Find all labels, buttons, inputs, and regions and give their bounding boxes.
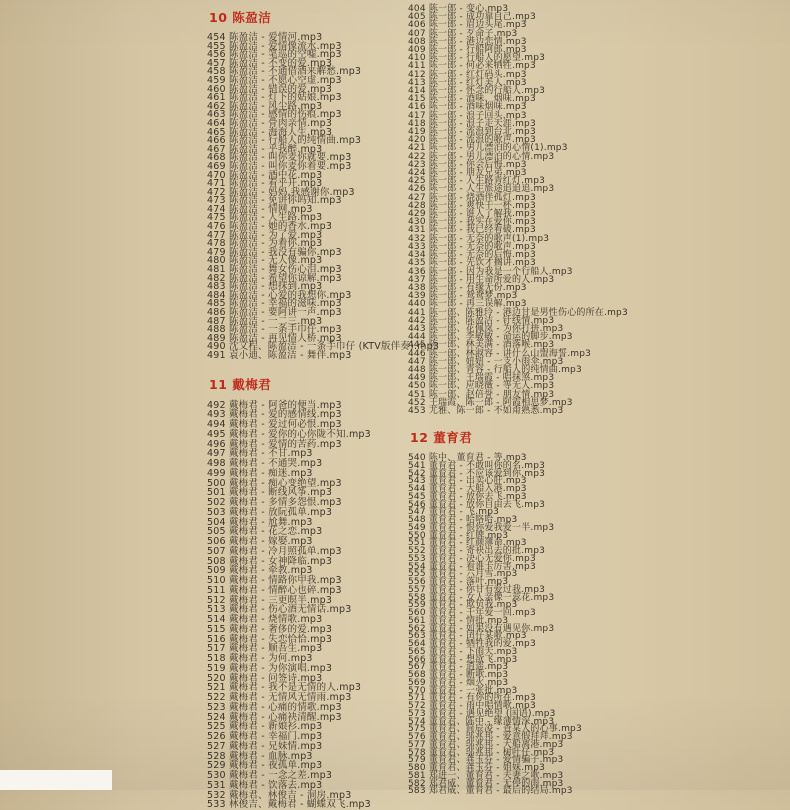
- song-row: 408 陈一郎 - 港边恋情.mp3: [408, 36, 527, 47]
- song-row: 438 陈一郎 - 有缘无份.mp3: [408, 282, 527, 293]
- song-row: 457 陈盈洁 - 不变的爱.mp3: [207, 57, 333, 69]
- song-list-section: [207, 401, 407, 810]
- song-row: 582 郑君威、董育君 - 无停的雨.mp3: [408, 778, 564, 789]
- song-row: 470 陈盈洁 - 酒中花.mp3: [207, 169, 323, 181]
- song-row: 421 陈一郎 - 男儿漂泊的心情(1).mp3: [408, 143, 568, 154]
- song-row: 571 董育君 - 有你的所在.mp3: [408, 693, 536, 704]
- song-row: 575 董育君、简辰凌 - 查某人的心事.mp3: [408, 724, 582, 735]
- song-row: 554 董育君 - 看谁卡厉害.mp3: [408, 561, 536, 572]
- song-row: 529 戴梅君 - 夜孤单.mp3: [207, 760, 323, 772]
- song-row: 545 董育君 - 放你去飞.mp3: [408, 491, 527, 502]
- song-row: 454 陈盈洁 - 爱情河.mp3: [207, 32, 323, 43]
- song-row: 551 董育君 - 红颜薄命.mp3: [408, 538, 527, 549]
- song-row: 459 陈盈洁 - 不愿心空虚.mp3: [207, 74, 342, 86]
- song-row: 462 陈盈洁 - 风尘路.mp3: [207, 100, 323, 112]
- song-row: 498 戴梅君 - 不通哭.mp3: [207, 458, 323, 470]
- song-row: 415 陈一郎 - 酒味、烟味.mp3: [408, 94, 536, 105]
- song-row: 436 陈一郎 - 因为我是一个行船人.mp3: [408, 266, 573, 277]
- song-row: 483 陈盈洁 - 想抹到.mp3: [207, 281, 323, 293]
- song-row: 507 戴梅君 - 冷月照孤单.mp3: [207, 545, 342, 557]
- song-row: 502 戴梅君 - 多情多怨恨.mp3: [207, 497, 342, 509]
- song-row: 513 戴梅君 - 伤心酒无情话.mp3: [207, 604, 352, 616]
- song-row: 422 陈一郎 - 男儿漂泊的心情.mp3: [408, 151, 555, 162]
- song-row: 481 陈盈洁 - 舞女伤心泪.mp3: [207, 264, 342, 276]
- song-row: 531 戴梅君 - 饮落去.mp3: [207, 779, 323, 791]
- song-row: 433 陈一郎 - 无奈的歌声.mp3: [408, 241, 536, 252]
- song-row: 409 陈一郎 - 行船阿郎.mp3: [408, 45, 527, 56]
- song-row: 565 董育君 - 下雨天.mp3: [408, 646, 518, 657]
- song-row: 448 陈一郎、青容 - 行船人的纯情曲.mp3: [408, 364, 582, 375]
- song-row: 576 董育君、邬兆邦 - 爱意假拜拜.mp3: [408, 732, 573, 743]
- song-row: 451 陈一郎、赵倍誉 - 朋友情.mp3: [408, 389, 555, 400]
- song-list-section: [408, 455, 643, 796]
- song-row: 464 陈盈洁 - 骨肉亲情.mp3: [207, 117, 333, 129]
- song-row: 434 陈一郎 - 无奈的后悔.mp3: [408, 250, 536, 261]
- song-row: 572 董育君 - 雨中唱情歌.mp3: [408, 701, 536, 712]
- song-row: 466 陈盈洁 - 行船人的纯情曲.mp3: [207, 135, 362, 147]
- song-row: 427 陈一郎 - 烧酒伴孤灯.mp3: [408, 192, 536, 203]
- song-row: 548 董育君 - 哈咯哈.mp3: [408, 515, 518, 526]
- song-row: 416 陈一郎 - 酒味烟味.mp3: [408, 102, 527, 113]
- song-row: 506 戴梅君 - 嫁娶.mp3: [207, 536, 313, 548]
- song-row: 511 戴梅君 - 情醉心也碎.mp3: [207, 584, 342, 596]
- song-row: 489 陈盈洁 - 再见情人桥.mp3: [207, 332, 342, 344]
- song-row: 566 董育君 - 想欲飞.mp3: [408, 654, 518, 665]
- song-row: 525 戴梅君 - 新娘衫.mp3: [207, 721, 323, 733]
- song-row: 528 戴梅君 - 血脉.mp3: [207, 750, 313, 762]
- scan-page-white-edge: [0, 770, 112, 790]
- song-row: 526 戴梅君 - 幸福门.mp3: [207, 731, 323, 743]
- song-row: 486 陈盈洁 - 要阿讲一声.mp3: [207, 307, 342, 318]
- song-row: 417 陈一郎 - 浪子回头.mp3: [408, 110, 527, 121]
- song-row: 431 陈一郎 - 我已经看破.mp3: [408, 225, 536, 236]
- song-row: 476 陈盈洁 - 她的香水.mp3: [207, 221, 333, 233]
- song-row: 413 陈一郎 - 红灯美人.mp3: [408, 77, 527, 88]
- song-row: 568 董育君 - 断歌.mp3: [408, 670, 509, 681]
- song-row: 541 董育君 - 不敢叫你的名.mp3: [408, 460, 546, 471]
- song-row: 521 戴梅君 - 我不是无情的人.mp3: [207, 682, 362, 694]
- song-row: 495 戴梅君 - 爱你的心你陇不知.mp3: [207, 428, 371, 440]
- song-row: 455 陈盈洁 - 爱情像流水.mp3: [207, 40, 342, 52]
- song-row: 478 陈盈洁 - 为着你.mp3: [207, 238, 323, 250]
- song-row: 499 戴梅君 - 痴迷.mp3: [207, 467, 313, 479]
- song-row: 569 董育君 - 烟火.mp3: [408, 677, 509, 688]
- song-row: 503 戴梅君 - 放阮孤单.mp3: [207, 506, 333, 518]
- song-row: 458 陈盈洁 - 不通借酒来解愁.mp3: [207, 66, 362, 78]
- song-row: 442 陈一郎、陈盈洁 - 针线情.mp3: [408, 315, 555, 326]
- song-row: 581 郑进一、董育君 - 夫妻之歌.mp3: [408, 770, 564, 781]
- song-row: 447 陈一郎、妞妞 - 一支小雨伞.mp3: [408, 356, 564, 367]
- song-row: 562 董育君 - 如果没有遇见你.mp3: [408, 623, 555, 634]
- song-row: 487 陈盈洁 - 一二三.mp3: [207, 315, 323, 327]
- song-row: 456 陈盈洁 - 笔巡的空嘘.mp3: [207, 49, 342, 61]
- song-row: 563 董育君 - 囝仔某歌.mp3: [408, 631, 527, 642]
- song-row: 473 陈盈洁 - 免讲你吗知.mp3: [207, 195, 342, 207]
- song-row: 550 董育君 - 红牌.mp3: [408, 530, 509, 541]
- song-row: 504 戴梅君 - 尬舞.mp3: [207, 516, 313, 528]
- song-row: 407 陈一郎 - 歹命子.mp3: [408, 28, 518, 39]
- song-row: 467 陈盈洁 - 乎我醉.mp3: [207, 143, 323, 155]
- song-row: 514 戴梅君 - 烧情歌.mp3: [207, 614, 323, 626]
- song-row: 440 陈一郎 - 再三误解.mp3: [408, 299, 527, 310]
- song-row: 547 董育君 - 飞.mp3: [408, 507, 500, 518]
- song-row: 475 陈盈洁 - 人生路.mp3: [207, 212, 323, 224]
- song-row: 578 董育君、邬兆邦 - 树叶仔.mp3: [408, 747, 555, 758]
- song-row: 429 陈一郎 - 谁人了解我.mp3: [408, 209, 536, 220]
- song-row: 542 董育君 - 不应该爱到你.mp3: [408, 468, 546, 479]
- song-row: 522 戴梅君 - 无情风无情雨.mp3: [207, 692, 352, 704]
- song-row: 500 戴梅君 - 痴心变绝望.mp3: [207, 477, 342, 489]
- song-row: 580 董育君、龚玉芬 - 姐妹.mp3: [408, 763, 546, 774]
- song-row: 449 陈一郎、王瑞霞 - 唱抹煞.mp3: [408, 373, 555, 384]
- song-row: 479 陈盈洁 - 我没有骗你.mp3: [207, 246, 342, 258]
- song-row: 564 董育君 - 牺牲我的爱.mp3: [408, 639, 536, 650]
- song-row: 516 戴梅君 - 失恋恰恰.mp3: [207, 633, 333, 645]
- song-row: 493 戴梅君 - 爱的感情线.mp3: [207, 409, 342, 421]
- song-row: 510 戴梅君 - 情路你甲我.mp3: [207, 575, 342, 587]
- song-row: 443 陈一郎、花佩岚 - 为你打拼.mp3: [408, 323, 564, 334]
- song-row: 546 董育君 - 放你自由去飞.mp3: [408, 499, 546, 510]
- song-row: 570 董育君 - 一张批.mp3: [408, 685, 518, 696]
- song-row: 482 陈盈洁 - 希望你谅解.mp3: [207, 272, 342, 284]
- song-row: 567 董育君 - 逍遥.mp3: [408, 662, 509, 673]
- song-row: 468 陈盈洁 - 叫你麦你就要.mp3: [207, 152, 352, 164]
- song-row: 573 董育君 - 遇见绝望 (国语).mp3: [408, 708, 556, 719]
- song-row: 419 陈一郎 - 流浪到台北.mp3: [408, 127, 536, 138]
- song-row: 423 陈一郎 - 你会后悔.mp3: [408, 159, 527, 170]
- song-row: 426 陈一郎 - 人生旅途追追追.mp3: [408, 184, 555, 195]
- song-row: 469 陈盈洁 - 叫你麦你着要.mp3: [207, 160, 352, 172]
- song-row: 439 陈一郎 - 鸳鸯梦.mp3: [408, 291, 518, 302]
- song-row: 518 戴梅君 - 为何.mp3: [207, 653, 313, 665]
- song-row: 520 戴梅君 - 问签诗.mp3: [207, 672, 323, 684]
- song-row: 472 陈盈洁 - 妈妈,我感谢你.mp3: [207, 186, 355, 198]
- song-row: 519 戴梅君 - 为你演唱.mp3: [207, 662, 333, 674]
- song-row: 540 陈中、董育君 - 等.mp3: [408, 453, 527, 464]
- song-row: 437 陈一郎 - 用生命所爱的人.mp3: [408, 274, 555, 285]
- song-row: 508 戴梅君 - 女神降临.mp3: [207, 555, 333, 567]
- song-row: 577 董育君、邬兆邦 - 大船离港.mp3: [408, 739, 564, 750]
- song-row: 452 王瑞霞、陈一郎 - 阿霞相思梦.mp3: [408, 397, 573, 408]
- song-row: 574 董育君、陈中 - 缘薄情深.mp3: [408, 716, 555, 727]
- song-row: 549 董育君 - 恨你爱我爱一半.mp3: [408, 522, 555, 533]
- song-list-column-left: [207, 0, 440, 810]
- song-row: 496 戴梅君 - 爱情的苦药.mp3: [207, 438, 342, 450]
- song-row: 488 陈盈洁 - 一条手巾仔.mp3: [207, 324, 342, 336]
- song-row: 463 陈盈洁 - 感情的伤痕.mp3: [207, 109, 342, 121]
- song-row: 583 郑君威、董育君 - 最后的结局.mp3: [408, 786, 573, 797]
- song-row: 453 尤雅、陈一郎 - 不如甭熟悉.mp3: [408, 405, 564, 416]
- song-row: 420 陈一郎 - 流浪的歌声.mp3: [408, 135, 536, 146]
- song-row: 501 戴梅君 - 断线风筝.mp3: [207, 487, 333, 499]
- song-row: 412 陈一郎 - 红灯码头.mp3: [408, 69, 527, 80]
- song-row: 558 董育君 - 女人亲像一蕊花.mp3: [408, 592, 555, 603]
- song-row: 410 陈一郎 - 行船人的愿望.mp3: [408, 53, 546, 64]
- song-row: 505 戴梅君 - 花之恋.mp3: [207, 526, 323, 538]
- song-row: 460 陈盈洁 - 错误的爱.mp3: [207, 83, 333, 95]
- song-row: 424 陈一郎 - 朋友兄弟.mp3: [408, 168, 527, 179]
- song-row: 559 董育君 - 欺负我.mp3: [408, 600, 518, 611]
- song-row: 517 戴梅君 - 顺吾生.mp3: [207, 643, 323, 655]
- song-row: 552 董育君 - 寄袂出去的批.mp3: [408, 546, 546, 557]
- section-header: 11 戴梅君: [209, 376, 272, 392]
- song-row: 485 陈盈洁 - 幸福的滋味.mp3: [207, 298, 342, 310]
- song-row: 404 陈一郎 - 变心.mp3: [408, 4, 509, 14]
- song-row: 543 董育君 - 出卖心肝.mp3: [408, 476, 527, 487]
- song-row: 430 陈一郎 - 我实在爱你.mp3: [408, 217, 536, 228]
- song-row: 532 戴梅君、林俊吉 - 洞房.mp3: [207, 789, 352, 801]
- song-row: 480 陈盈洁 - 无人像.mp3: [207, 255, 323, 267]
- song-row: 555 董育君 - 六月雪.mp3: [408, 569, 518, 580]
- song-list-column-right: [408, 0, 643, 796]
- song-row: 553 董育君 - 决心无爱你.mp3: [408, 553, 536, 564]
- song-row: 418 陈一郎 - 浪子走天涯.mp3: [408, 118, 536, 129]
- song-row: 432 陈一郎 - 无奈的歌声(1).mp3: [408, 233, 550, 244]
- song-row: 524 戴梅君 - 心痛袂清醒.mp3: [207, 711, 342, 723]
- song-row: 474 陈盈洁 - 情网.mp3: [207, 203, 313, 215]
- section-header: 12 董育君: [410, 430, 473, 446]
- song-row: 544 董育君 - 大船入港.mp3: [408, 484, 527, 495]
- song-row: 530 戴梅君 - 一念之差.mp3: [207, 770, 333, 782]
- song-row: 445 陈一郎、林美满 - 酒落喉.mp3: [408, 340, 555, 351]
- song-row: 471 陈盈洁 - 看乎开.mp3: [207, 178, 323, 190]
- song-row: 444 陈一郎、李敏敏 - 命运的脚步.mp3: [408, 332, 573, 343]
- song-row: 441 陈一郎、陈雅玲 - 港边甘是男性伤心的所在.mp3: [408, 307, 628, 318]
- song-row: 406 陈一郎 - 眉边头尾.mp3: [408, 20, 527, 31]
- song-row: 561 董育君 - 情批.mp3: [408, 615, 509, 626]
- song-row: 465 陈盈洁 - 海海人生.mp3: [207, 126, 333, 138]
- song-list-section: [408, 5, 643, 415]
- song-list-section: [207, 32, 440, 361]
- song-row: 494 戴梅君 - 爱过何必恨.mp3: [207, 419, 342, 431]
- song-row: 497 戴梅君 - 不甘.mp3: [207, 448, 313, 460]
- song-row: 484 陈盈洁 - 心爱的我想你.mp3: [207, 289, 352, 301]
- song-row: 405 陈一郎 - 成功靠自己.mp3: [408, 12, 536, 23]
- song-row: 491 袁小迪、陈盈洁 - 舞伴.mp3: [207, 349, 352, 361]
- song-row: 527 戴梅君 - 兄妹情.mp3: [207, 740, 323, 752]
- song-row: 557 董育君 - 你甘有爱过我.mp3: [408, 584, 546, 595]
- song-row: 461 陈盈洁 - 灯下的姑娘.mp3: [207, 92, 342, 104]
- song-row: 450 陈一郎、应晓薇 - 等无人.mp3: [408, 381, 555, 392]
- song-row: 512 戴梅君 - 三更暝半.mp3: [207, 594, 333, 606]
- song-row: 428 陈一郎 - 爽快干一杯.mp3: [408, 200, 536, 211]
- song-row: 509 戴梅君 - 牵教.mp3: [207, 565, 313, 577]
- song-row: 490 沈文程、陈盈洁 - 一条手巾仔 (KTV版伴奏).mp3: [207, 341, 440, 353]
- song-row: 425 陈一郎 - 人生路青红灯.mp3: [408, 176, 546, 187]
- song-row: 560 董育君 - 千年爱一回.mp3: [408, 608, 536, 619]
- song-row: 515 戴梅君 - 奢侈的爱.mp3: [207, 623, 333, 635]
- song-row: 492 戴梅君 - 阿爸的便当.mp3: [207, 399, 342, 411]
- song-row: 523 戴梅君 - 心痛的情歌.mp3: [207, 701, 342, 713]
- song-row: 411 陈一郎 - 何必来牺牲.mp3: [408, 61, 536, 72]
- song-row: 435 陈一郎 - 先饮才搁讲.mp3: [408, 258, 536, 269]
- song-row: 579 董育君、龚玉芬 - 爱情骗子.mp3: [408, 755, 564, 766]
- song-row: 533 林俊吉、戴梅君 - 蝴蝶双飞.mp3: [207, 799, 371, 810]
- song-row: 446 陈一郎、林淑容 - 讲什么山盟海誓.mp3: [408, 348, 592, 359]
- song-row: 477 陈盈洁 - 为了爱.mp3: [207, 229, 323, 241]
- section-header: 10 陈盈洁: [209, 10, 272, 25]
- song-row: 556 董育君 - 落叶.mp3: [408, 577, 509, 588]
- song-row: 414 陈一郎 - 怀念的行船人.mp3: [408, 86, 546, 97]
